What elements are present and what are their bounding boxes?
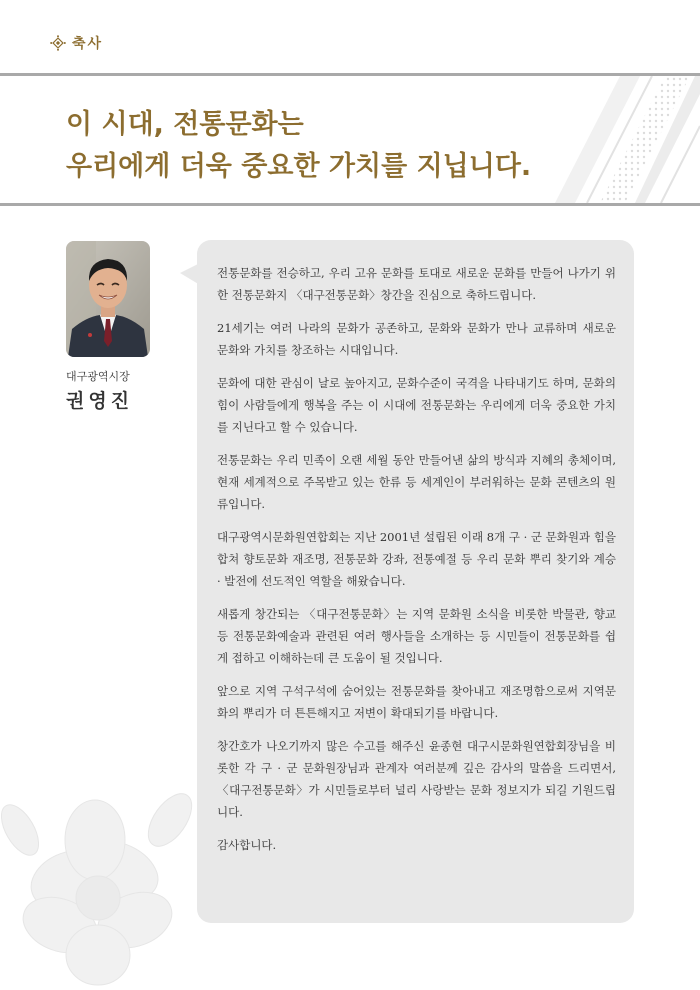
message-paragraph: 전통문화를 전승하고, 우리 고유 문화를 토대로 새로운 문화를 만들어 나가기 위한 전통문화지 〈대구전통문화〉창간을 진심으로 축하드립니다. xyxy=(217,266,616,302)
message-paragraph: 대구광역시문화원연합회는 지난 2001년 설립된 이래 8개 구 · 군 문화원과 힘을 합쳐 향토문화 재조명, 전통문화 강좌, 전통예절 등 우리 문화 뿌리 찾기와 계승 · 발전에 선도적인 역할을 해왔습니다. xyxy=(217,530,616,588)
headline-line-1: 이 시대, 전통문화는 xyxy=(66,109,304,140)
section-label-text: 축사 xyxy=(72,36,104,52)
author-portrait xyxy=(66,241,150,357)
headline xyxy=(66,104,531,188)
message-paragraph: 앞으로 지역 구석구석에 숨어있는 전통문화를 찾아내고 재조명함으로써 지역문화의 뿌리가 더 튼튼해지고 저변이 확대되기를 바랍니다. xyxy=(217,684,616,720)
message-paragraph: 21세기는 여러 나라의 문화가 공존하고, 문화와 문화가 만나 교류하며 새로운 문화와 가치를 창조하는 시대입니다. xyxy=(217,321,616,357)
author-role: 대구광역시장 xyxy=(66,370,130,383)
message-paragraph: 전통문화는 우리 민족이 오랜 세월 동안 만들어낸 삶의 방식과 지혜의 총체이며, 현재 세계적으로 주목받고 있는 한류 등 세계인이 부러워하는 문화 콘텐츠의 원류입니다. xyxy=(217,453,616,511)
section-label xyxy=(50,33,103,53)
message-paragraph: 문화에 대한 관심이 날로 높아지고, 문화수준이 국격을 나타내기도 하며, 문화의 힘이 사람들에게 행복을 주는 이 시대에 전통문화는 우리에게 더욱 중요한 가치를 지닌다고 할 수 있습니다. xyxy=(217,376,616,434)
headline-line-2: 우리에게 더욱 중요한 가치를 지닙니다. xyxy=(66,151,532,182)
message-paragraph: 창간호가 나오기까지 많은 수고를 해주신 윤종현 대구시문화원연합회장님을 비롯한 각 구 · 군 문화원장님과 관계자 여러분께 깊은 감사의 말씀을 드리면서, 〈대구전통문화〉가 시민들로부터 널리 사랑받는 문화 정보지가 되길 기원드립니다. xyxy=(217,739,616,819)
flower-watermark-icon xyxy=(0,760,200,990)
bottom-divider xyxy=(0,203,700,206)
message-bubble xyxy=(197,240,634,923)
diamond-ornament-icon xyxy=(50,35,66,51)
decorative-stripes xyxy=(545,76,700,203)
author-name: 권영진 xyxy=(66,390,134,412)
message-closing: 감사합니다. xyxy=(217,838,277,852)
message-paragraph: 새롭게 창간되는 〈대구전통문화〉는 지역 문화원 소식을 비롯한 박물관, 향교 등 전통문화예술과 관련된 여러 행사들을 소개하는 등 시민들이 전통문화를 쉽게 접하고 이해하는데 큰 도움이 될 것입니다. xyxy=(217,607,616,665)
